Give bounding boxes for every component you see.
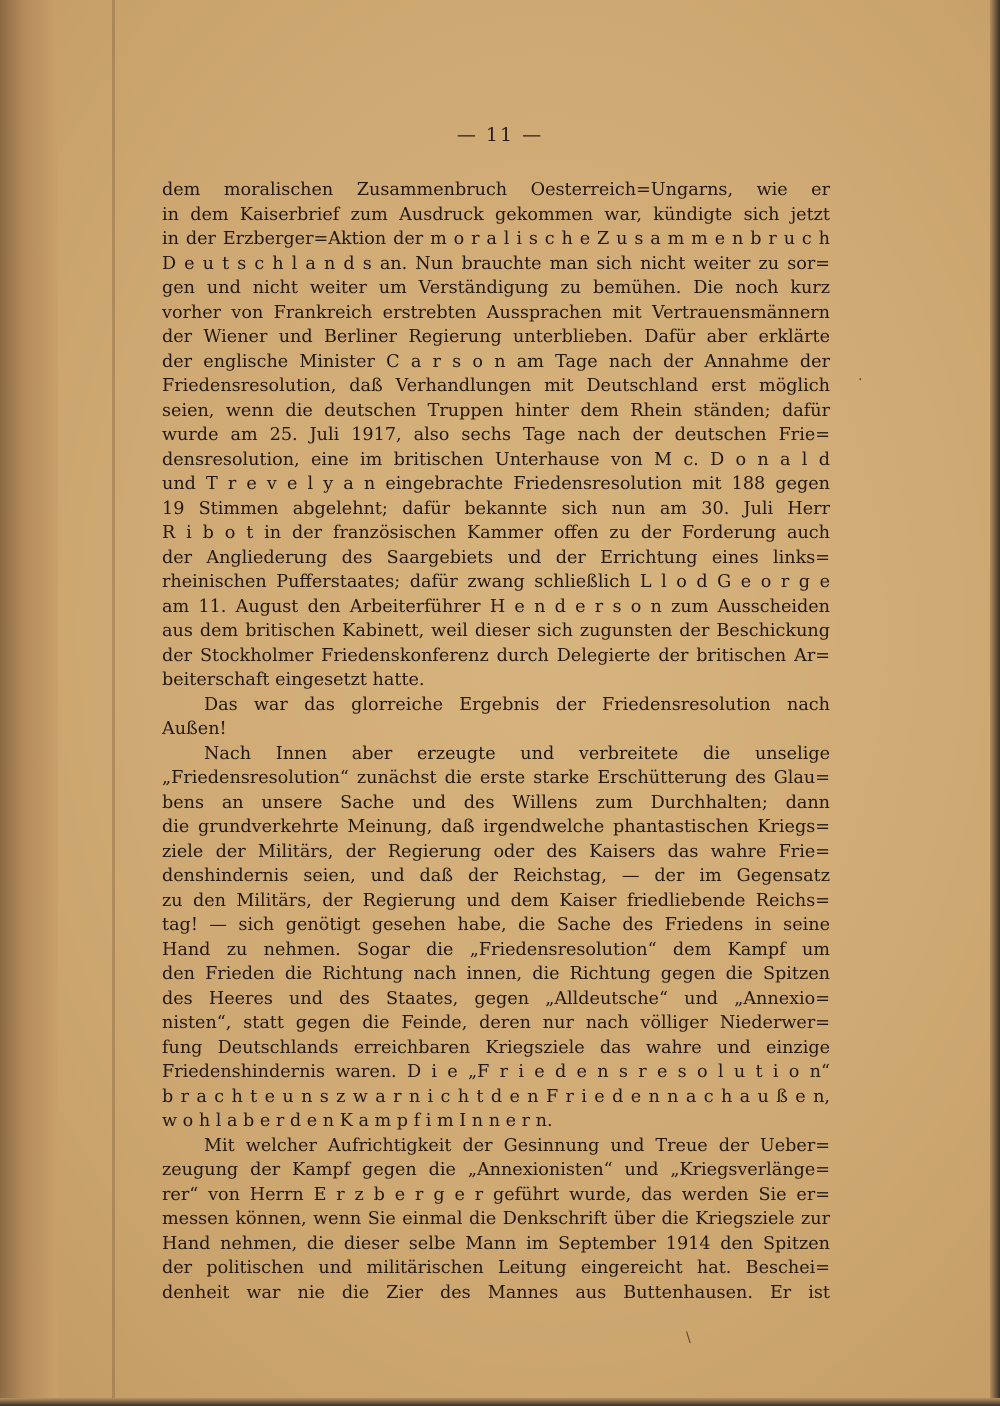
text-line: 19 Stimmen abgelehnt; dafür bekannte sich nun am 30. Juli Herr bbox=[162, 498, 830, 519]
text-line: in dem Kaiserbrief zum Ausdruck gekommen war, kündigte sich jetzt bbox=[162, 204, 830, 225]
text-line: Außen! bbox=[162, 719, 227, 739]
text-line: „Friedensresolution“ zunächst die erste starke Erschütterung des Glau= bbox=[162, 768, 830, 788]
text-line: fung Deutschlands erreichbaren Kriegsziele das wahre und einzige bbox=[162, 1037, 830, 1058]
text-line: der Wiener und Berliner Regierung unterblieben. Dafür aber erklärte bbox=[162, 327, 830, 347]
text-line: D e u t s c h l a n d s an. Nun brauchte man sich nicht weiter zu sor= bbox=[162, 253, 830, 274]
page-edge-bottom bbox=[0, 1398, 1000, 1406]
text-line: rheinischen Pufferstaates; dafür zwang schließlich L l o d G e o r g e bbox=[162, 572, 830, 592]
text-line: aus dem britischen Kabinett, weil dieser sich zugunsten der Beschickung bbox=[162, 621, 830, 641]
text-line: Friedensresolution, daß Verhandlungen mit Deutschland erst möglich bbox=[162, 376, 830, 396]
text-line: der englische Minister C a r s o n am Tage nach der Annahme der bbox=[162, 351, 830, 372]
text-line: bens an unsere Sache und des Willens zum Durchhalten; dann bbox=[162, 792, 830, 813]
text-line: beiterschaft eingesetzt hatte. bbox=[162, 670, 425, 690]
text-line: Hand zu nehmen. Sogar die „Friedensresolution“ dem Kampf um bbox=[162, 939, 830, 960]
binding-edge bbox=[0, 0, 58, 1406]
text-line: zu den Militärs, der Regierung und dem Kaiser friedliebende Reichs= bbox=[162, 890, 830, 911]
text-line: densresolution, eine im britischen Unterhause von M c. D o n a l d bbox=[162, 449, 830, 470]
ink-speck: \ bbox=[686, 1330, 691, 1346]
page-edge-right bbox=[990, 0, 1000, 1406]
text-line: rer“ von Herrn E r z b e r g e r geführt wurde, das werden Sie er= bbox=[162, 1184, 830, 1205]
text-line: Mit welcher Aufrichtigkeit der Gesinnung und Treue der Ueber= bbox=[204, 1135, 830, 1156]
text-line: die grundverkehrte Meinung, daß irgendwelche phantastischen Kriegs= bbox=[162, 817, 830, 837]
text-line: am 11. August den Arbeiterführer H e n d e r s o n zum Ausscheiden bbox=[162, 596, 830, 617]
page-number: — 11 — bbox=[456, 124, 544, 146]
text-line: denheit war nie die Zier des Mannes aus Buttenhausen. Er ist bbox=[162, 1282, 830, 1303]
text-line: der Angliederung des Saargebiets und der Errichtung eines links= bbox=[162, 547, 830, 568]
text-line: den Frieden die Richtung nach innen, die Richtung gegen die Spitzen bbox=[162, 964, 830, 984]
text-line: der politischen und militärischen Leitung eingereicht hat. Beschei= bbox=[162, 1258, 830, 1278]
page-fold-line bbox=[112, 0, 115, 1406]
text-line: der Stockholmer Friedenskonferenz durch Delegierte der britischen Ar= bbox=[162, 645, 830, 666]
text-line: ziele der Militärs, der Regierung oder des Kaisers das wahre Frie= bbox=[162, 841, 830, 862]
text-line: Hand nehmen, die dieser selbe Mann im September 1914 den Spitzen bbox=[162, 1233, 830, 1254]
text-line: vorher von Frankreich erstrebten Aussprachen mit Vertrauensmännern bbox=[162, 302, 830, 323]
text-line: gen und nicht weiter um Verständigung zu bemühen. Die noch kurz bbox=[162, 278, 830, 298]
text-line: messen können, wenn Sie einmal die Denkschrift über die Kriegsziele zur bbox=[162, 1209, 830, 1229]
ink-speck: · bbox=[858, 372, 863, 388]
text-line: des Heeres und des Staates, gegen „Alldeutsche“ und „Annexio= bbox=[162, 988, 830, 1009]
text-line: in der Erzberger=Aktion der m o r a l i s c h e Z u s a m m e n b r u c h bbox=[162, 229, 830, 249]
text-line: und T r e v e l y a n eingebrachte Friedensresolution mit 188 gegen bbox=[162, 474, 830, 494]
text-line: Friedenshindernis waren. D i e „F r i e d e n s r e s o l u t i o n“ bbox=[162, 1062, 830, 1082]
text-line: seien, wenn die deutschen Truppen hinter dem Rhein ständen; dafür bbox=[162, 400, 830, 421]
text-line: dem moralischen Zusammenbruch Oesterreich=Ungarns, wie er bbox=[162, 180, 830, 200]
text-line: nisten“, statt gegen die Feinde, deren nur nach völliger Niederwer= bbox=[162, 1013, 830, 1033]
text-line: wurde am 25. Juli 1917, also sechs Tage nach der deutschen Frie= bbox=[162, 425, 830, 445]
text-line: denshindernis seien, und daß der Reichstag, — der im Gegensatz bbox=[162, 866, 830, 886]
text-line: w o h l a b e r d e n K a m p f i m I n n e r n. bbox=[162, 1111, 553, 1131]
text-line: Das war das glorreiche Ergebnis der Friedensresolution nach bbox=[204, 694, 830, 715]
body-text bbox=[162, 178, 830, 1305]
text-line: b r a c h t e u n s z w a r n i c h t d e n F r i e d e n n a c h a u ß e n, bbox=[162, 1086, 830, 1107]
text-line: R i b o t in der französischen Kammer offen zu der Forderung auch bbox=[162, 523, 830, 543]
text-line: zeugung der Kampf gegen die „Annexionisten“ und „Kriegsverlänge= bbox=[162, 1160, 830, 1180]
text-line: Nach Innen aber erzeugte und verbreitete die unselige bbox=[204, 743, 830, 764]
text-line: tag! — sich genötigt gesehen habe, die Sache des Friedens in seine bbox=[162, 915, 830, 935]
